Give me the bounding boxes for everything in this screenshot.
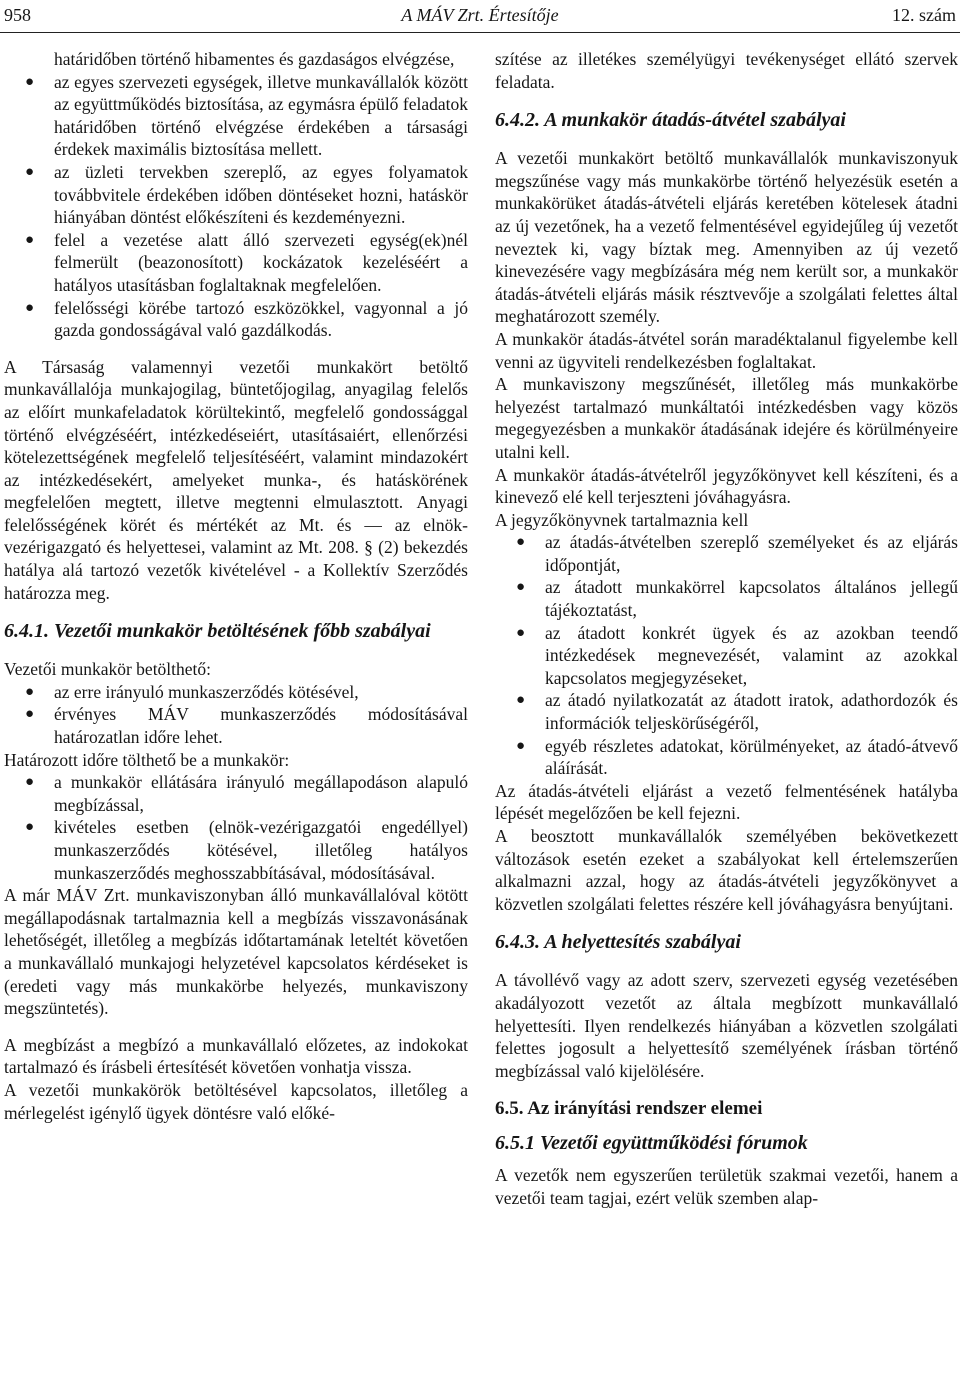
paragraph-8: A távollévő vagy az adott szerv, szervezeti egység vezetésében akadályozott vezetőt az általa megbízott munkavállaló helyettesíti. Ilyen rendelkezés hiányában a közvetlen szolgálati felettes jogosult a helyettesítő személyének írásban történő megbízással való kijelölésére. [495, 970, 958, 1081]
paragraph-vezetoi-betoltheto: Vezetői munkakör betölthető: [4, 659, 212, 680]
paragraph-6: Az átadás-átvételi eljárást a vezető felmentésének hatályba lépését megelőzően be kell fejezni. [495, 780, 958, 824]
list-item: ● felel a vezetése alatt álló szervezeti egység(ek)nél felmerült (beazonosított) kockázatok kezeléséért a hatályos utasításban foglaltaknak megfelelően. [25, 229, 468, 295]
section-heading-6-5-1: 6.5.1 Vezetői együttműködési fórumok [495, 1132, 808, 1155]
page-number: 958 [4, 5, 31, 25]
list-item: ● az átadás-átvételben szereplő személyeket és az eljárás időpontját, [516, 532, 958, 575]
paragraph-9: A vezetők nem egyszerűen területük szakmai vezetői, hanem a vezetői team tagjai, ezért velük szemben alap- [495, 1165, 958, 1208]
paragraph-mar-mav: A már MÁV Zrt. munkaviszonyban álló munkavállalóval kötött megállapodásnak tartalmaznia kell a megbízás visszavonásának lehetőségét, illetőleg a megbízás időtartamának leteltét követően a munkavállaló munkajogi helyzetével kapcsolatos kérdéseket is (eredeti vagy más munkakörbe helyezés, munkaviszony megszüntetés). [4, 885, 468, 1019]
bullet-icon: ● [25, 163, 35, 180]
bullet-icon: ● [25, 73, 35, 90]
issue-number: 12. szám [892, 5, 956, 25]
section-heading-6-4-3: 6.4.3. A helyettesítés szabályai [495, 931, 741, 954]
jegyzokonyv-list [495, 531, 958, 780]
bullet-icon: ● [25, 299, 35, 316]
list-item: ● az erre irányuló munkaszerződés kötésével, [25, 681, 359, 702]
section-heading-6-4-1: 6.4.1. Vezetői munkakör betöltésének főbb szabályai [4, 620, 431, 643]
paragraph-7: A beosztott munkavállalók személyében bekövetkezett változások esetén ezeket a szabályokat kell értelemszerűen alkalmazni azzal, hogy az átadás-átvételi jegyzőkönyvet a közvetlen szolgálati felettes részére kell jóváhagyásra benyújtani. [495, 826, 958, 914]
list-item: ● egyéb részletes adatokat, körülményeket, az átadó-átvevő aláírását. [516, 735, 958, 779]
list-item: ● az átadott konkrét ügyek és az azokban teendő intézkedések megnevezését, valamint az azokkal kapcsolatos megjegyzéseket, [516, 622, 958, 688]
bullet-icon: ● [25, 683, 35, 700]
paragraph-tarsasag: A Társaság valamennyi vezetői munkakört betöltő munkavállalója munkajogilag, büntetőjogilag, anyagilag felelős az előírt munkafeladatok körültekintő, megfelelő gondossággal történő elvégzéséért, intézkedéseiért, utasításaiért, ellenőrzési kötelezettségének megfelelő teljesítéséért, valamint mindazokért az intézkedésekért, amelyeket munka-, és hatáskörének megfelelően megtett, illetve megtenni elmulasztott. Anyagi felelősségének körét és mértékét az Mt. és — az elnök-vezérigazgató és helyettesei, valamint az Mt. 208. § (2) bekezdés hatálya alá tartozó vezetők kivételével - a Kollektív Szerződés határozza meg. [4, 356, 468, 603]
list-item: ● felelősségi körébe tartozó eszközökkel, vagyonnal a jó gazda gondosságával való gazdálkodás. [25, 297, 468, 341]
publication-title: A MÁV Zrt. Értesítője [401, 5, 559, 25]
paragraph-3: A munkaviszony megszűnését, illetőleg más munkakörbe helyezést tartalmazó munkáltatói intézkedésben vagy közös megegyezésben a munkakör átadásának idejére és körülményeire utalni kell. [495, 374, 958, 462]
list-item: ● az átadott munkakörrel kapcsolatos általános jellegű tájékoztatást, [516, 577, 958, 621]
right-column [495, 48, 958, 1210]
paragraph-hatarozott: Határozott időre tölthető be a munkakör: [4, 749, 290, 770]
paragraph-2: A munkakör átadás-átvétel során maradéktalanul figyelembe kell venni az ügyviteli rendelkezésben foglaltakat. [495, 328, 958, 372]
paragraph-megbizast: A megbízást a megbízó a munkavállaló előzetes, az indokokat tartalmazó és írásbeli értesítését követően vonhatja vissza. [4, 1034, 468, 1078]
hatarozott-list [4, 771, 468, 884]
left-column [4, 48, 468, 1124]
bullet-icon: ● [516, 534, 526, 551]
duty-list [4, 71, 468, 342]
page-header [0, 0, 960, 33]
bullet-icon: ● [25, 231, 35, 248]
section-heading-6-4-2: 6.4.2. A munkakör átadás-átvétel szabályai [495, 109, 846, 132]
paragraph-1: A vezetői munkakört betöltő munkavállalók munkaviszonyuk megszűnése vagy más munkakörbe történő helyezésük esetén a munkakörüket átadás-átvételi eljárás keretében kötelesek átadni az új vezetőnek, ha a vezető felmentésével egyidejűleg új vezetőt neveztek ki, vagy bíztak meg. Amennyiben az új vezető kinevezésére vagy megbízására még nem került sor, a munkakör átadás-átvételi eljárás másik résztvevője a szolgálati felettes által meghatározott személy. [495, 148, 958, 327]
list-item: ● a munkakör ellátására irányuló megállapodáson alapuló megbízással, [25, 772, 468, 815]
bullet-icon: ● [516, 579, 526, 596]
paragraph-5: A jegyzőkönyvnek tartalmaznia kell [495, 509, 749, 530]
betoltheto-list [4, 681, 468, 749]
list-item: ● az egyes szervezeti egységek, illetve munkavállalók között az együttműködés biztosítása, az egymásra épülő feladatok határidőben történő elvégzése érdekében a társasági érdekek maximális biztosítása mellett. [25, 71, 468, 160]
paragraph-vezetoi-munkakorok: A vezetői munkakörök betöltésével kapcsolatos, illetőleg a mérlegelést igénylő ügyek döntésre való előké- [4, 1079, 468, 1123]
continuation-text: szítése az illetékes személyügyi tevékenységet ellátó szervek feladata. [495, 49, 958, 92]
section-heading-6-5: 6.5. Az irányítási rendszer elemei [495, 1098, 763, 1120]
continuation-text: határidőben történő hibamentes és gazdaságos elvégzése, [54, 49, 455, 69]
paragraph-4: A munkakör átadás-átvételről jegyzőkönyvet kell készíteni, és a kinevező elé kell terjeszteni jóváhagyásra. [495, 464, 958, 508]
bullet-icon: ● [25, 706, 35, 723]
bullet-icon: ● [516, 624, 526, 641]
bullet-icon: ● [516, 692, 526, 709]
bullet-icon: ● [516, 737, 526, 754]
bullet-icon: ● [25, 819, 35, 836]
list-item: ● érvényes MÁV munkaszerződés módosításával határozatlan időre lehet. [25, 704, 468, 748]
bullet-icon: ● [25, 774, 35, 791]
list-item: ● kivételes esetben (elnök-vezérigazgatói engedéllyel) munkaszerződés kötésével, illetőleg hatályos munkaszerződés meghosszabbításával, módosításával. [25, 817, 468, 883]
list-item: ● az üzleti tervekben szereplő, az egyes folyamatok továbbvitele érdekében időben döntéseket hozni, hatáskör hiányában döntést előkészíteni és kezdeményezni. [25, 161, 468, 228]
list-item: ● az átadó nyilatkozatát az átadott iratok, adathordozók és információk teljeskörűségéről, [516, 690, 958, 734]
